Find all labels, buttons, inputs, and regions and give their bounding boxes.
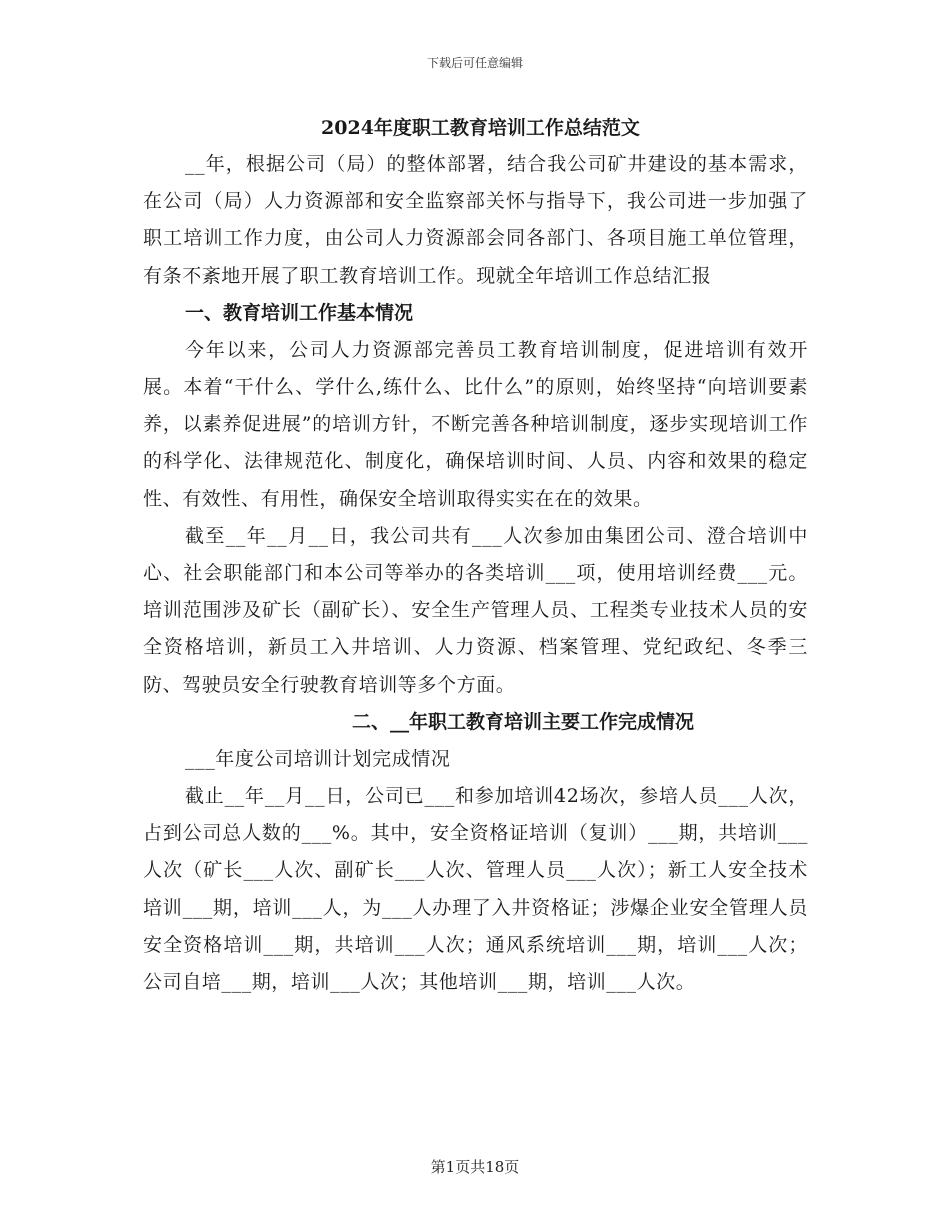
section2-paragraph-1: 截止__年__月__日，公司已___和参加培训42场次，参培人员___人次，占到公司总人数的___%。其中，安全资格证培训（复训）___期，共培训___人次（矿长___人次、副矿长___人次、管理人员___人次）；新工人安全技术培训___期，培训___人，为___人办理了入井资格证；涉爆企业安全管理人员安全资格培训___期，共培训___人次；通风系统培训___期，培训___人次；公司自培___期，培训___人次；其他培训___期，培训___人次。 (143, 785, 808, 994)
document-body (143, 112, 808, 1001)
section1-paragraph-1: 今年以来，公司人力资源部完善员工教育培训制度，促进培训有效开展。本着“干什么、学什么,练什么、比什么”的原则，始终坚持“向培训要素养，以素养促进展”的培训方针，不断完善各种培训制度，逐步实现培训工作的科学化、法律规范化、制度化，确保培训时间、人员、内容和效果的稳定性、有效性、有用性，确保安全培训取得实实在在的效果。 (143, 338, 808, 510)
intro-paragraph: __年，根据公司（局）的整体部署，结合我公司矿井建设的基本需求，在公司（局）人力资源部和安全监察部关怀与指导下，我公司进一步加强了职工培训工作力度，由公司人力资源部会同各部门、各项目施工单位管理，有条不紊地开展了职工教育培训工作。现就全年培训工作总结汇报 (143, 153, 808, 287)
section1-paragraph-2: 截至__年__月__日，我公司共有___人次参加由集团公司、澄合培训中心、社会职能部门和本公司等举办的各类培训___项，使用培训经费___元。培训范围涉及矿长（副矿长）、安全生产管理人员、工程类专业技术人员的安全资格培训，新员工入井培训、人力资源、档案管理、党纪政纪、冬季三防、驾驶员安全行驶教育培训等多个方面。 (143, 524, 808, 696)
page-footer: 第1页共18页 (430, 1158, 520, 1176)
section2-heading: 二、__年职工教育培训主要工作完成情况 (351, 710, 694, 733)
page-header: 下载后可任意编辑 (426, 56, 523, 70)
section2-subheading: ___年度公司培训计划完成情况 (185, 747, 451, 770)
document-title: 2024年度职工教育培训工作总结范文 (321, 117, 640, 139)
section1-heading: 一、教育培训工作基本情况 (185, 301, 414, 324)
